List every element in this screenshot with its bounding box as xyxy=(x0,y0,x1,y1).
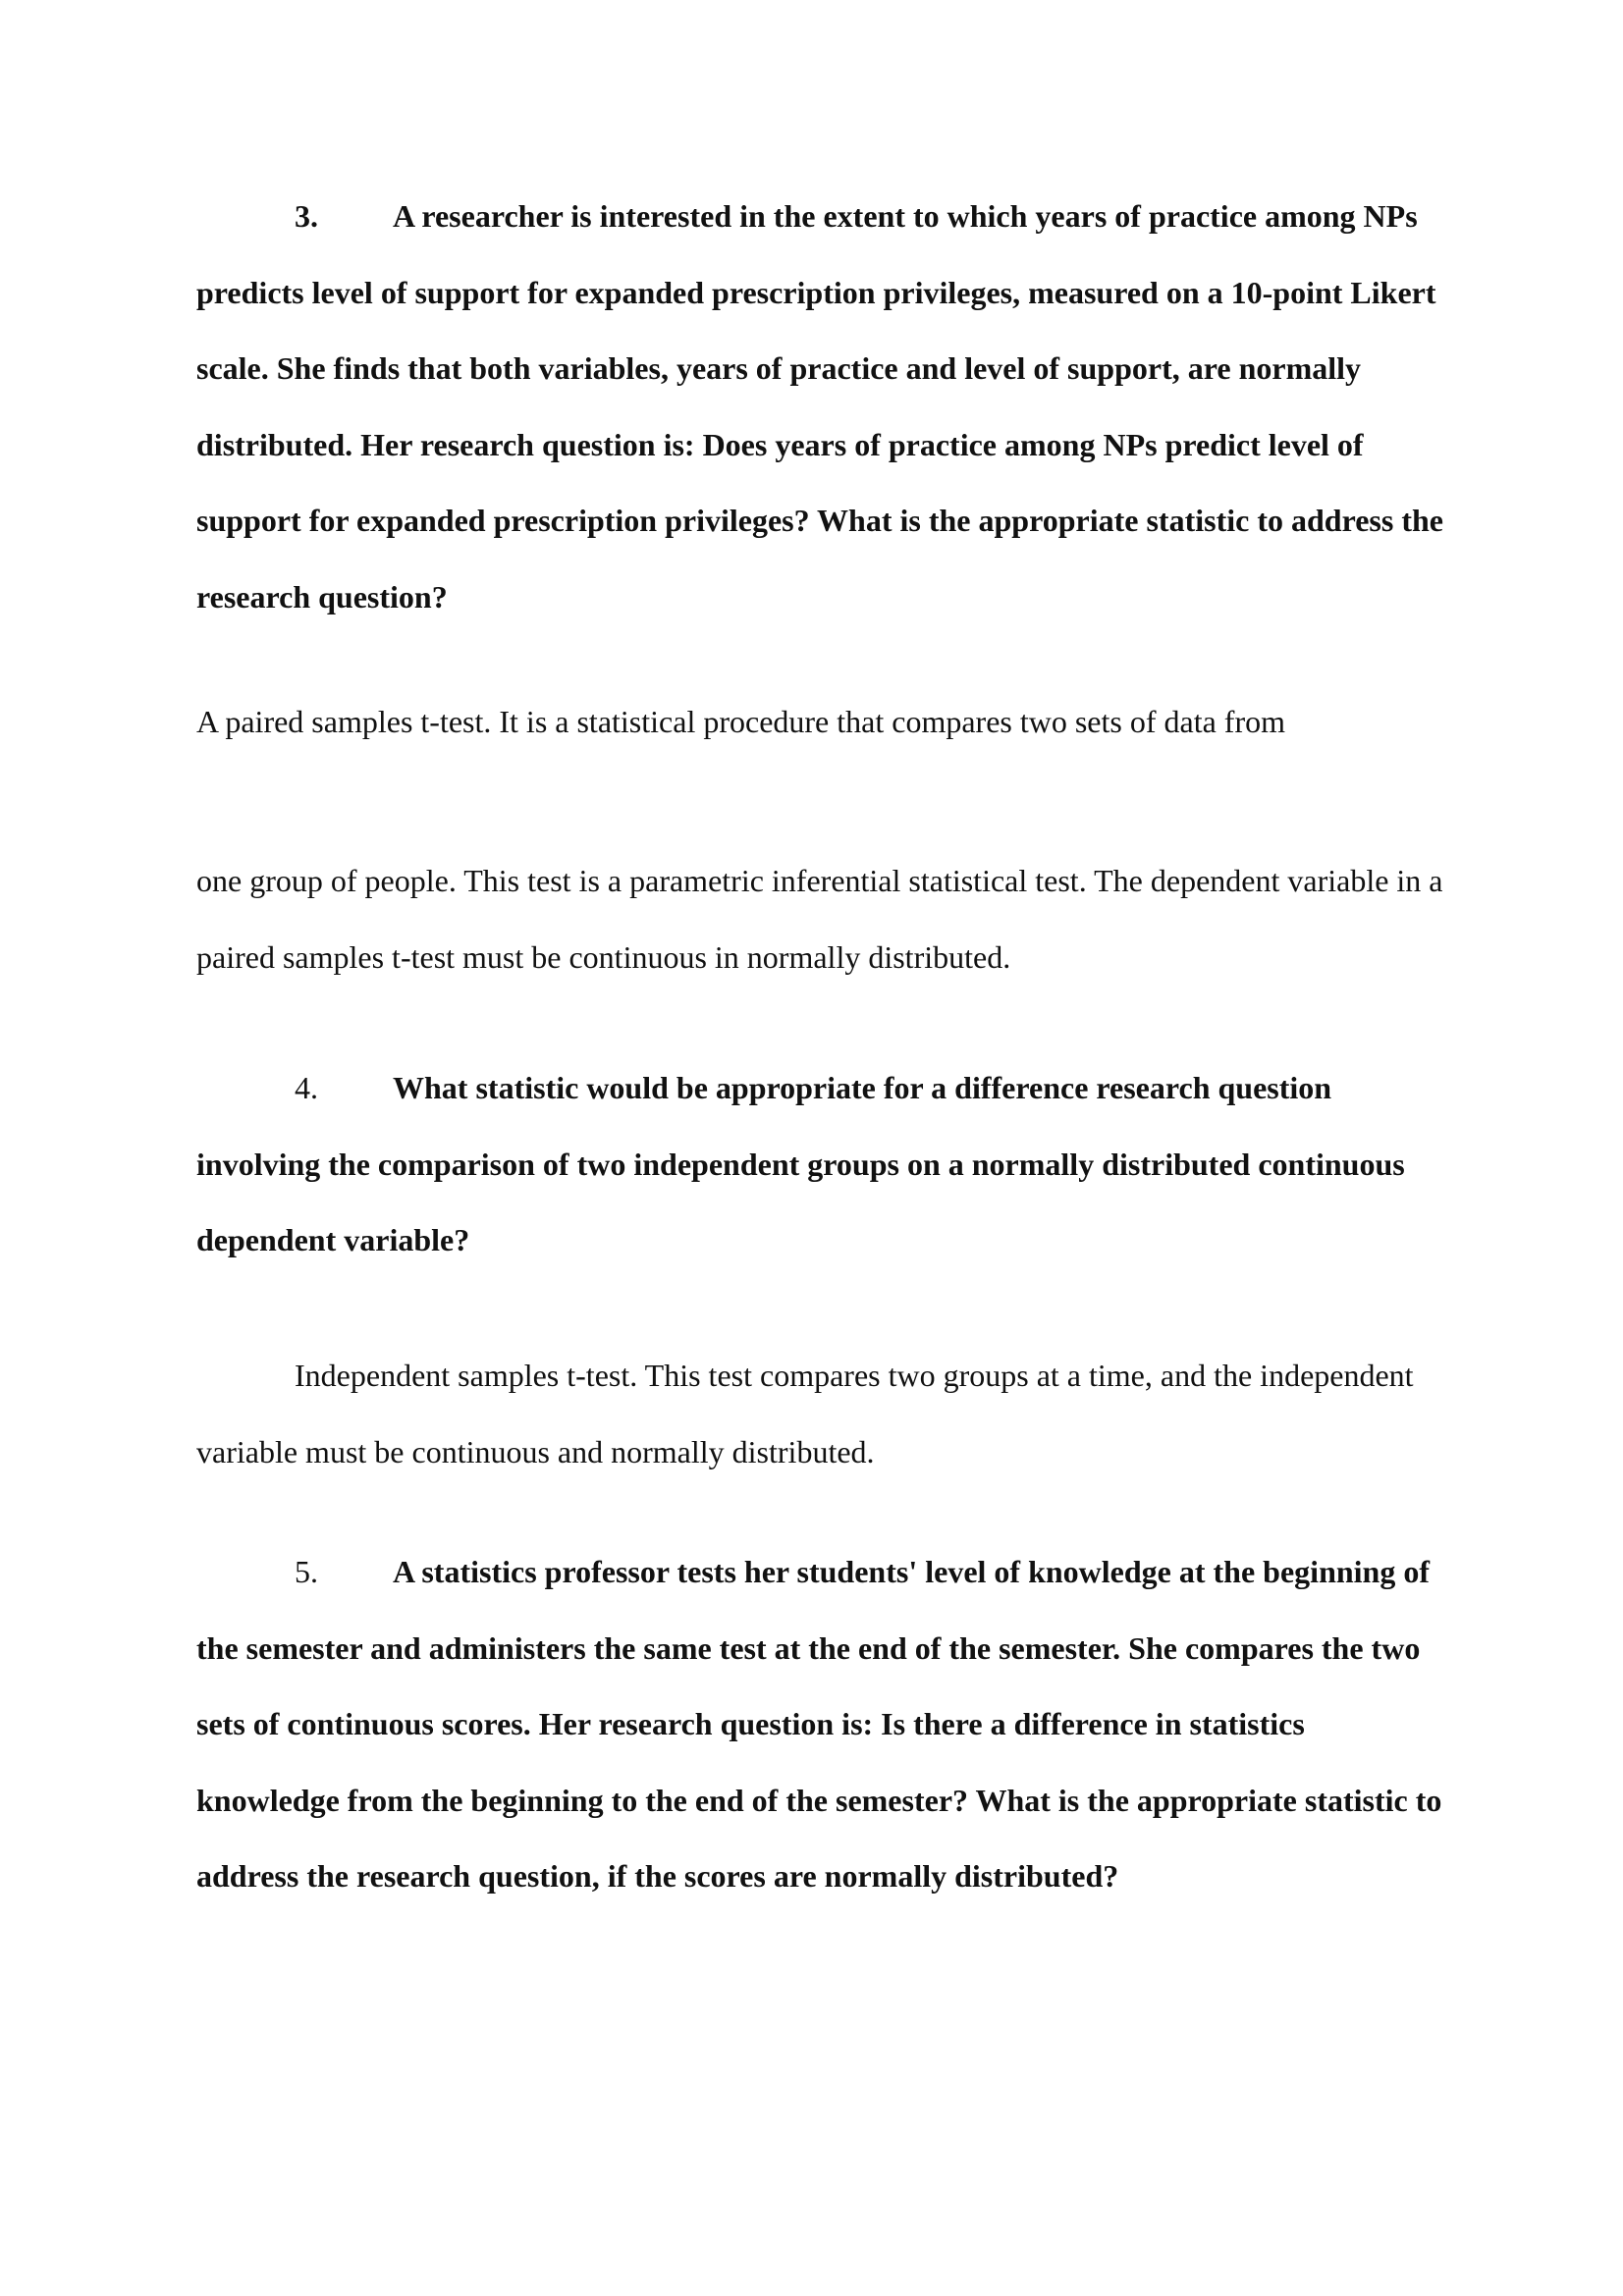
question-5-number: 5. xyxy=(295,1554,318,1589)
answer-4: Independent samples t-test. This test compares two groups at a time, and the independent variable must be continuous and normally distributed. xyxy=(196,1358,1414,1469)
question-4-number: 4. xyxy=(295,1070,318,1105)
question-3-text: A researcher is interested in the extent to which years of practice among NPs predicts level of support for expanded prescription privileges, measured on a 10-point Likert scale. She finds that both variables, years of practice and level of support, are normally distributed. Her research question is: Does years of practice among NPs predict level of support for expanded prescription privileges? What is the appropriate statistic to address the research question? xyxy=(196,198,1443,614)
question-5-text: A statistics professor tests her students' level of knowledge at the beginning of the semester and administers the same test at the end of the semester. She compares the two sets of continuous scores. Her research question is: Is there a difference in statistics knowledge from the beginning to the end of the semester? What is the appropriate statistic to address the research question, if the scores are normally distributed? xyxy=(196,1554,1442,1894)
question-5 xyxy=(196,1534,1453,1915)
answer-3-first-line: A paired samples t-test. It is a statistical procedure that compares two sets of data from xyxy=(196,704,1285,739)
answer-3-continuation: one group of people. This test is a parametric inferential statistical test. The dependent variable in a paired samples t-test must be continuous in normally distributed. xyxy=(196,863,1443,975)
question-3 xyxy=(196,179,1453,635)
question-4-text: What statistic would be appropriate for a difference research question involving the comparison of two independent groups on a normally distributed continuous dependent variable? xyxy=(196,1070,1405,1257)
question-3-number: 3. xyxy=(295,198,318,234)
question-4 xyxy=(196,1050,1453,1279)
